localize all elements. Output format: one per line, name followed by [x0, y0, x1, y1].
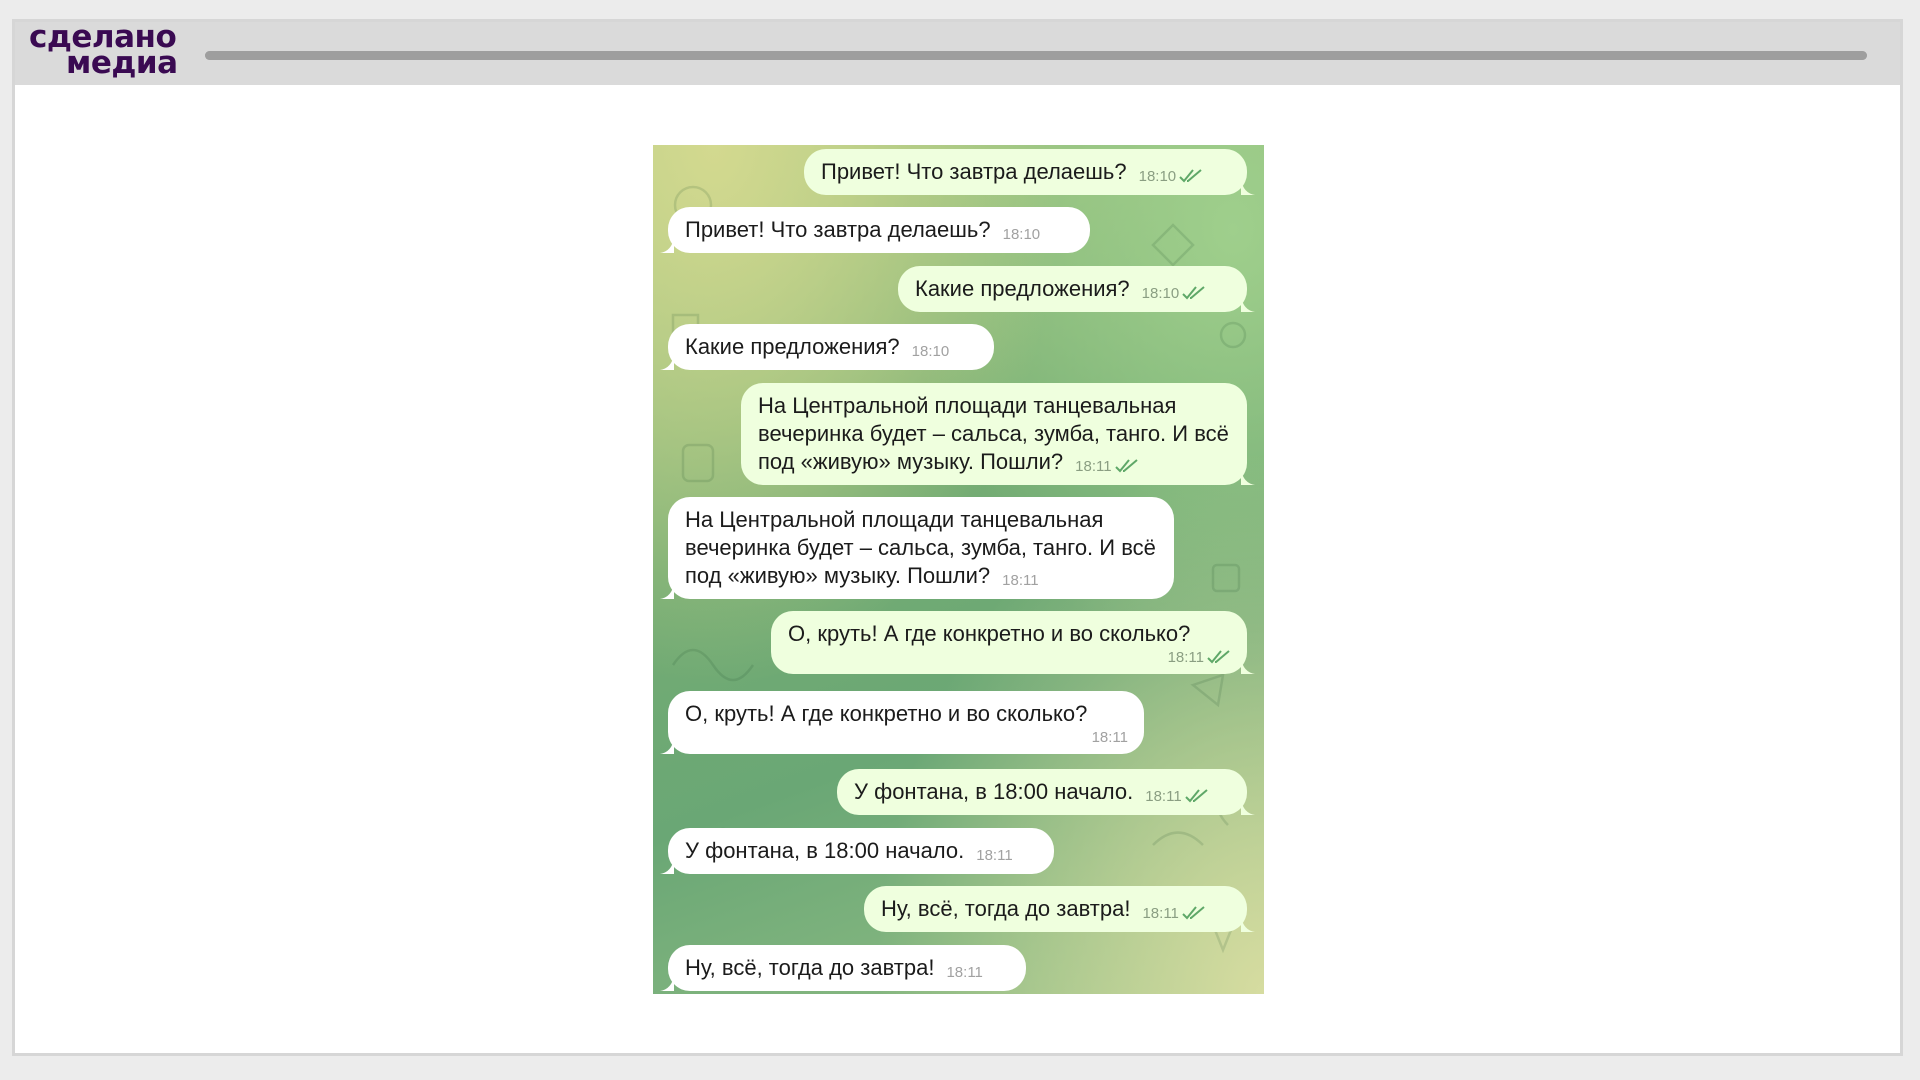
double-check-icon: [1179, 169, 1203, 183]
message-meta: [946, 965, 982, 980]
bubble-tail: [1241, 469, 1255, 485]
progress-bar: [205, 51, 1867, 60]
message-time: 18:11: [946, 964, 983, 981]
message-meta: [1142, 286, 1207, 301]
message-meta: [685, 730, 1128, 745]
message-time: 18:11: [1145, 788, 1182, 805]
message-text: На Центральной площади танцевальная вечеринка будет – сальса, зумба, танго. И всё под «живую» музыку. Пошли?: [758, 393, 1235, 474]
message-bubble-outgoing[interactable]: [741, 383, 1247, 485]
message-meta: [976, 848, 1012, 863]
message-bubble-incoming[interactable]: [668, 324, 994, 370]
double-check-icon: [1115, 459, 1139, 473]
message-time: 18:11: [1091, 729, 1128, 746]
message-time: 18:11: [1142, 905, 1179, 922]
brand-logo-line2: медиа: [66, 45, 178, 81]
message-bubble-outgoing[interactable]: [864, 886, 1247, 932]
double-check-icon: [1185, 789, 1209, 803]
message-text: Какие предложения?: [915, 276, 1130, 301]
bubble-tail: [1241, 179, 1255, 195]
message-bubble-outgoing[interactable]: [898, 266, 1247, 312]
double-check-icon: [1182, 286, 1206, 300]
message-time: 18:11: [1167, 649, 1204, 666]
message-text: У фонтана, в 18:00 начало.: [854, 779, 1134, 804]
message-time: 18:11: [1075, 458, 1112, 475]
message-bubble-incoming[interactable]: [668, 497, 1174, 599]
message-meta: [1003, 227, 1041, 242]
chat-screenshot: [653, 145, 1264, 994]
message-text: На Центральной площади танцевальная вечеринка будет – сальса, зумба, танго. И всё под «живую» музыку. Пошли?: [685, 507, 1162, 588]
brand-logo-line1: сделано: [29, 19, 177, 55]
message-text: Какие предложения?: [685, 334, 900, 359]
brand-logo: [29, 19, 179, 81]
message-time: 18:10: [1002, 226, 1041, 243]
message-time: 18:11: [1002, 572, 1039, 589]
bubble-tail: [1241, 658, 1255, 674]
message-text: Ну, всё, тогда до завтра!: [881, 896, 1131, 921]
bubble-tail: [1241, 799, 1255, 815]
message-bubble-incoming[interactable]: [668, 945, 1026, 991]
message-bubble-incoming[interactable]: [668, 828, 1054, 874]
double-check-icon: [1182, 906, 1206, 920]
progress-bar-fill: [205, 51, 1867, 60]
message-text: Ну, всё, тогда до завтра!: [685, 955, 935, 980]
message-bubble-outgoing[interactable]: [804, 149, 1247, 195]
bubble-tail: [660, 738, 674, 754]
message-time: 18:10: [911, 343, 950, 360]
message-text: Привет! Что завтра делаешь?: [821, 159, 1127, 184]
message-time: 18:10: [1141, 285, 1180, 302]
message-meta: [1075, 459, 1138, 474]
message-meta: [1145, 789, 1208, 804]
message-bubble-outgoing[interactable]: [837, 769, 1247, 815]
message-meta: [1142, 906, 1205, 921]
bubble-tail: [660, 583, 674, 599]
message-meta: [788, 650, 1231, 665]
message-text: Привет! Что завтра делаешь?: [685, 217, 991, 242]
bubble-tail: [1241, 916, 1255, 932]
message-text: О, круть! А где конкретно и во сколько?: [685, 701, 1088, 726]
message-bubble-incoming[interactable]: [668, 207, 1090, 253]
bubble-tail: [660, 354, 674, 370]
message-time: 18:10: [1138, 168, 1177, 185]
message-bubble-incoming[interactable]: [668, 691, 1144, 754]
message-text: У фонтана, в 18:00 начало.: [685, 838, 965, 863]
message-time: 18:11: [976, 847, 1013, 864]
bubble-tail: [660, 975, 674, 991]
message-text: О, круть! А где конкретно и во сколько?: [788, 621, 1191, 646]
bubble-tail: [660, 237, 674, 253]
top-bar: [15, 19, 1900, 85]
message-meta: [1139, 169, 1204, 184]
message-bubble-outgoing[interactable]: [771, 611, 1247, 674]
bubble-tail: [1241, 296, 1255, 312]
bubble-tail: [660, 858, 674, 874]
double-check-icon: [1207, 650, 1231, 664]
message-meta: [1002, 573, 1038, 588]
message-meta: [912, 344, 950, 359]
